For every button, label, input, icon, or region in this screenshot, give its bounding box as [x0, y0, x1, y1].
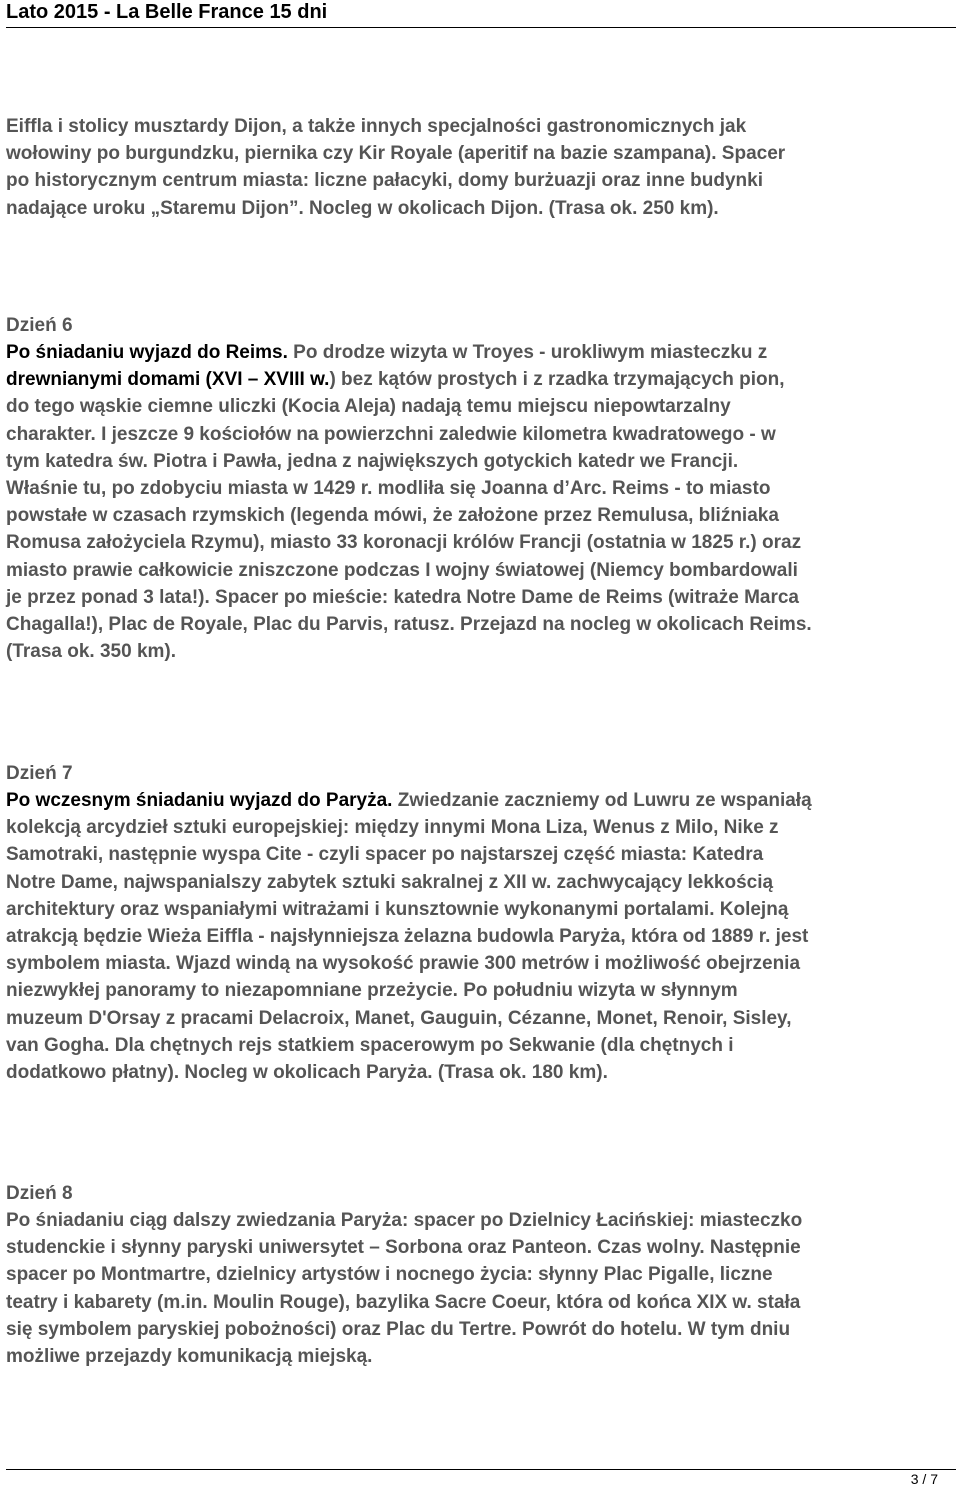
day6-line: je przez ponad 3 lata!). Spacer po mieście: katedra Notre Dame de Reims (witraże Marca: [6, 586, 799, 608]
day6-line: miasto prawie całkowicie zniszczone podczas I wojny światowej (Niemcy bombardowali: [6, 559, 798, 581]
header-divider: [6, 27, 956, 28]
day7-line: atrakcją będzie Wieża Eiffla - najsłynniejsza żelazna budowla Paryża, która od 1889 r. jest: [6, 926, 809, 948]
day6-line: powstałe w czasach rzymskich (legenda mówi, że założone przez Remulusa, bliźniaka: [6, 505, 779, 527]
day7-line: van Gogha. Dla chętnych rejs statkiem spacerowym po Sekwanie (dla chętnych i: [6, 1034, 734, 1056]
day8-line: możliwe przejazdy komunikacją miejską.: [6, 1346, 373, 1368]
day6-line: Romusa założyciela Rzymu), miasto 33 koronacji królów Francji (ostatnia w 1825 r.) oraz: [6, 532, 802, 554]
day8-line: się symbolem paryskiej pobożności) oraz Plac du Tertre. Powrót do hotelu. W tym dniu: [6, 1318, 791, 1340]
day6-line: drewnianymi domami (XVI – XVIII w.) bez kątów prostych i z rzadka trzymających pion,: [6, 369, 785, 391]
page-header: [0, 0, 960, 38]
day6-heading: Dzień 6: [6, 315, 73, 336]
day8-paragraph: [6, 1207, 954, 1370]
intro-line: Eiffla i stolicy musztardy Dijon, a także innych specjalności gastronomicznych jak: [6, 116, 747, 137]
day6-line: Chagalla!), Plac de Royale, Plac du Parvis, ratusz. Przejazd na nocleg w okolicach Reims.: [6, 614, 812, 636]
day6-line: charakter. I jeszcze 9 kościołów na powierzchni zaledwie kilometra kwadratowego - w: [6, 423, 776, 445]
day7-line: Po wczesnym śniadaniu wyjazd do Paryża. Zwiedzanie zaczniemy od Luwru ze wspaniałą: [6, 790, 812, 811]
day8-line: teatry i kabarety (m.in. Moulin Rouge), bazylika Sacre Coeur, która od końca XIX w. stała: [6, 1291, 801, 1313]
intro-line: wołowiny po burgundzku, piernika czy Kir Royale (aperitif na bazie szampana). Spacer: [6, 143, 786, 165]
day7-heading: Dzień 7: [6, 763, 73, 784]
day8-line: spacer po Montmartre, dzielnicy artystów i nocnego życia: słynny Plac Pigalle, liczne: [6, 1264, 773, 1286]
day7-line: dodatkowo płatny). Nocleg w okolicach Paryża. (Trasa ok. 180 km).: [6, 1062, 608, 1084]
day6-line: (Trasa ok. 350 km).: [6, 641, 177, 663]
day8-heading: Dzień 8: [6, 1183, 73, 1204]
day7-line: architektury oraz wspaniałymi witrażami i kunsztownie wykonanymi portalami. Kolejną: [6, 898, 789, 920]
day7-line: niezwykłej panoramy to niezapomniane przeżycie. Po południu wizyta w słynnym: [6, 980, 738, 1002]
day6-line: Po śniadaniu wyjazd do Reims. Po drodze wizyta w Troyes - urokliwym miasteczku z: [6, 342, 768, 363]
day6-line: tym katedra św. Piotra i Pawła, jedna z największych gotyckich katedr we Francji.: [6, 450, 739, 472]
intro-line: nadające uroku „Staremu Dijon”. Nocleg w okolicach Dijon. (Trasa ok. 250 km).: [6, 197, 719, 219]
page-number: 3 / 7: [910, 1471, 938, 1487]
intro-paragraph: [6, 113, 954, 222]
day7-line: symbolem miasta. Wjazd windą na wysokość prawie 300 metrów i możliwość obejrzenia: [6, 953, 801, 975]
day7-line: kolekcją arcydzieł sztuki europejskiej: między innymi Mona Liza, Wenus z Milo, Nike z: [6, 817, 779, 839]
day8-line: Po śniadaniu ciąg dalszy zwiedzania Paryża: spacer po Dzielnicy Łacińskiej: miasteczko: [6, 1210, 803, 1231]
day7-line: Notre Dame, najwspanialszy zabytek sztuki sakralnej z XII w. zachwycający lekkością: [6, 871, 774, 893]
day6-line: do tego wąskie ciemne uliczki (Kocia Aleja) nadają temu miejscu niepowtarzalny: [6, 396, 731, 418]
day7-line: Samotraki, następnie wyspa Cite - czyli spacer po najstarszej część miasta: Katedra: [6, 844, 764, 866]
footer-divider: [6, 1469, 956, 1470]
day6-paragraph: [6, 339, 954, 665]
day8-line: studenckie i słynny paryski uniwersytet – Sorbona oraz Panteon. Czas wolny. Następnie: [6, 1237, 801, 1259]
day6-line: Właśnie tu, po zdobyciu miasta w 1429 r. modliła się Joanna d’Arc. Reims - to miasto: [6, 478, 771, 500]
day7-paragraph: [6, 787, 954, 1086]
intro-line: po historycznym centrum miasta: liczne pałacyki, domy burżuazji oraz inne budynki: [6, 170, 764, 192]
document-title: Lato 2015 - La Belle France 15 dni: [6, 1, 328, 23]
day7-line: muzeum D'Orsay z pracami Delacroix, Manet, Gauguin, Cézanne, Monet, Renoir, Sisley,: [6, 1007, 792, 1029]
